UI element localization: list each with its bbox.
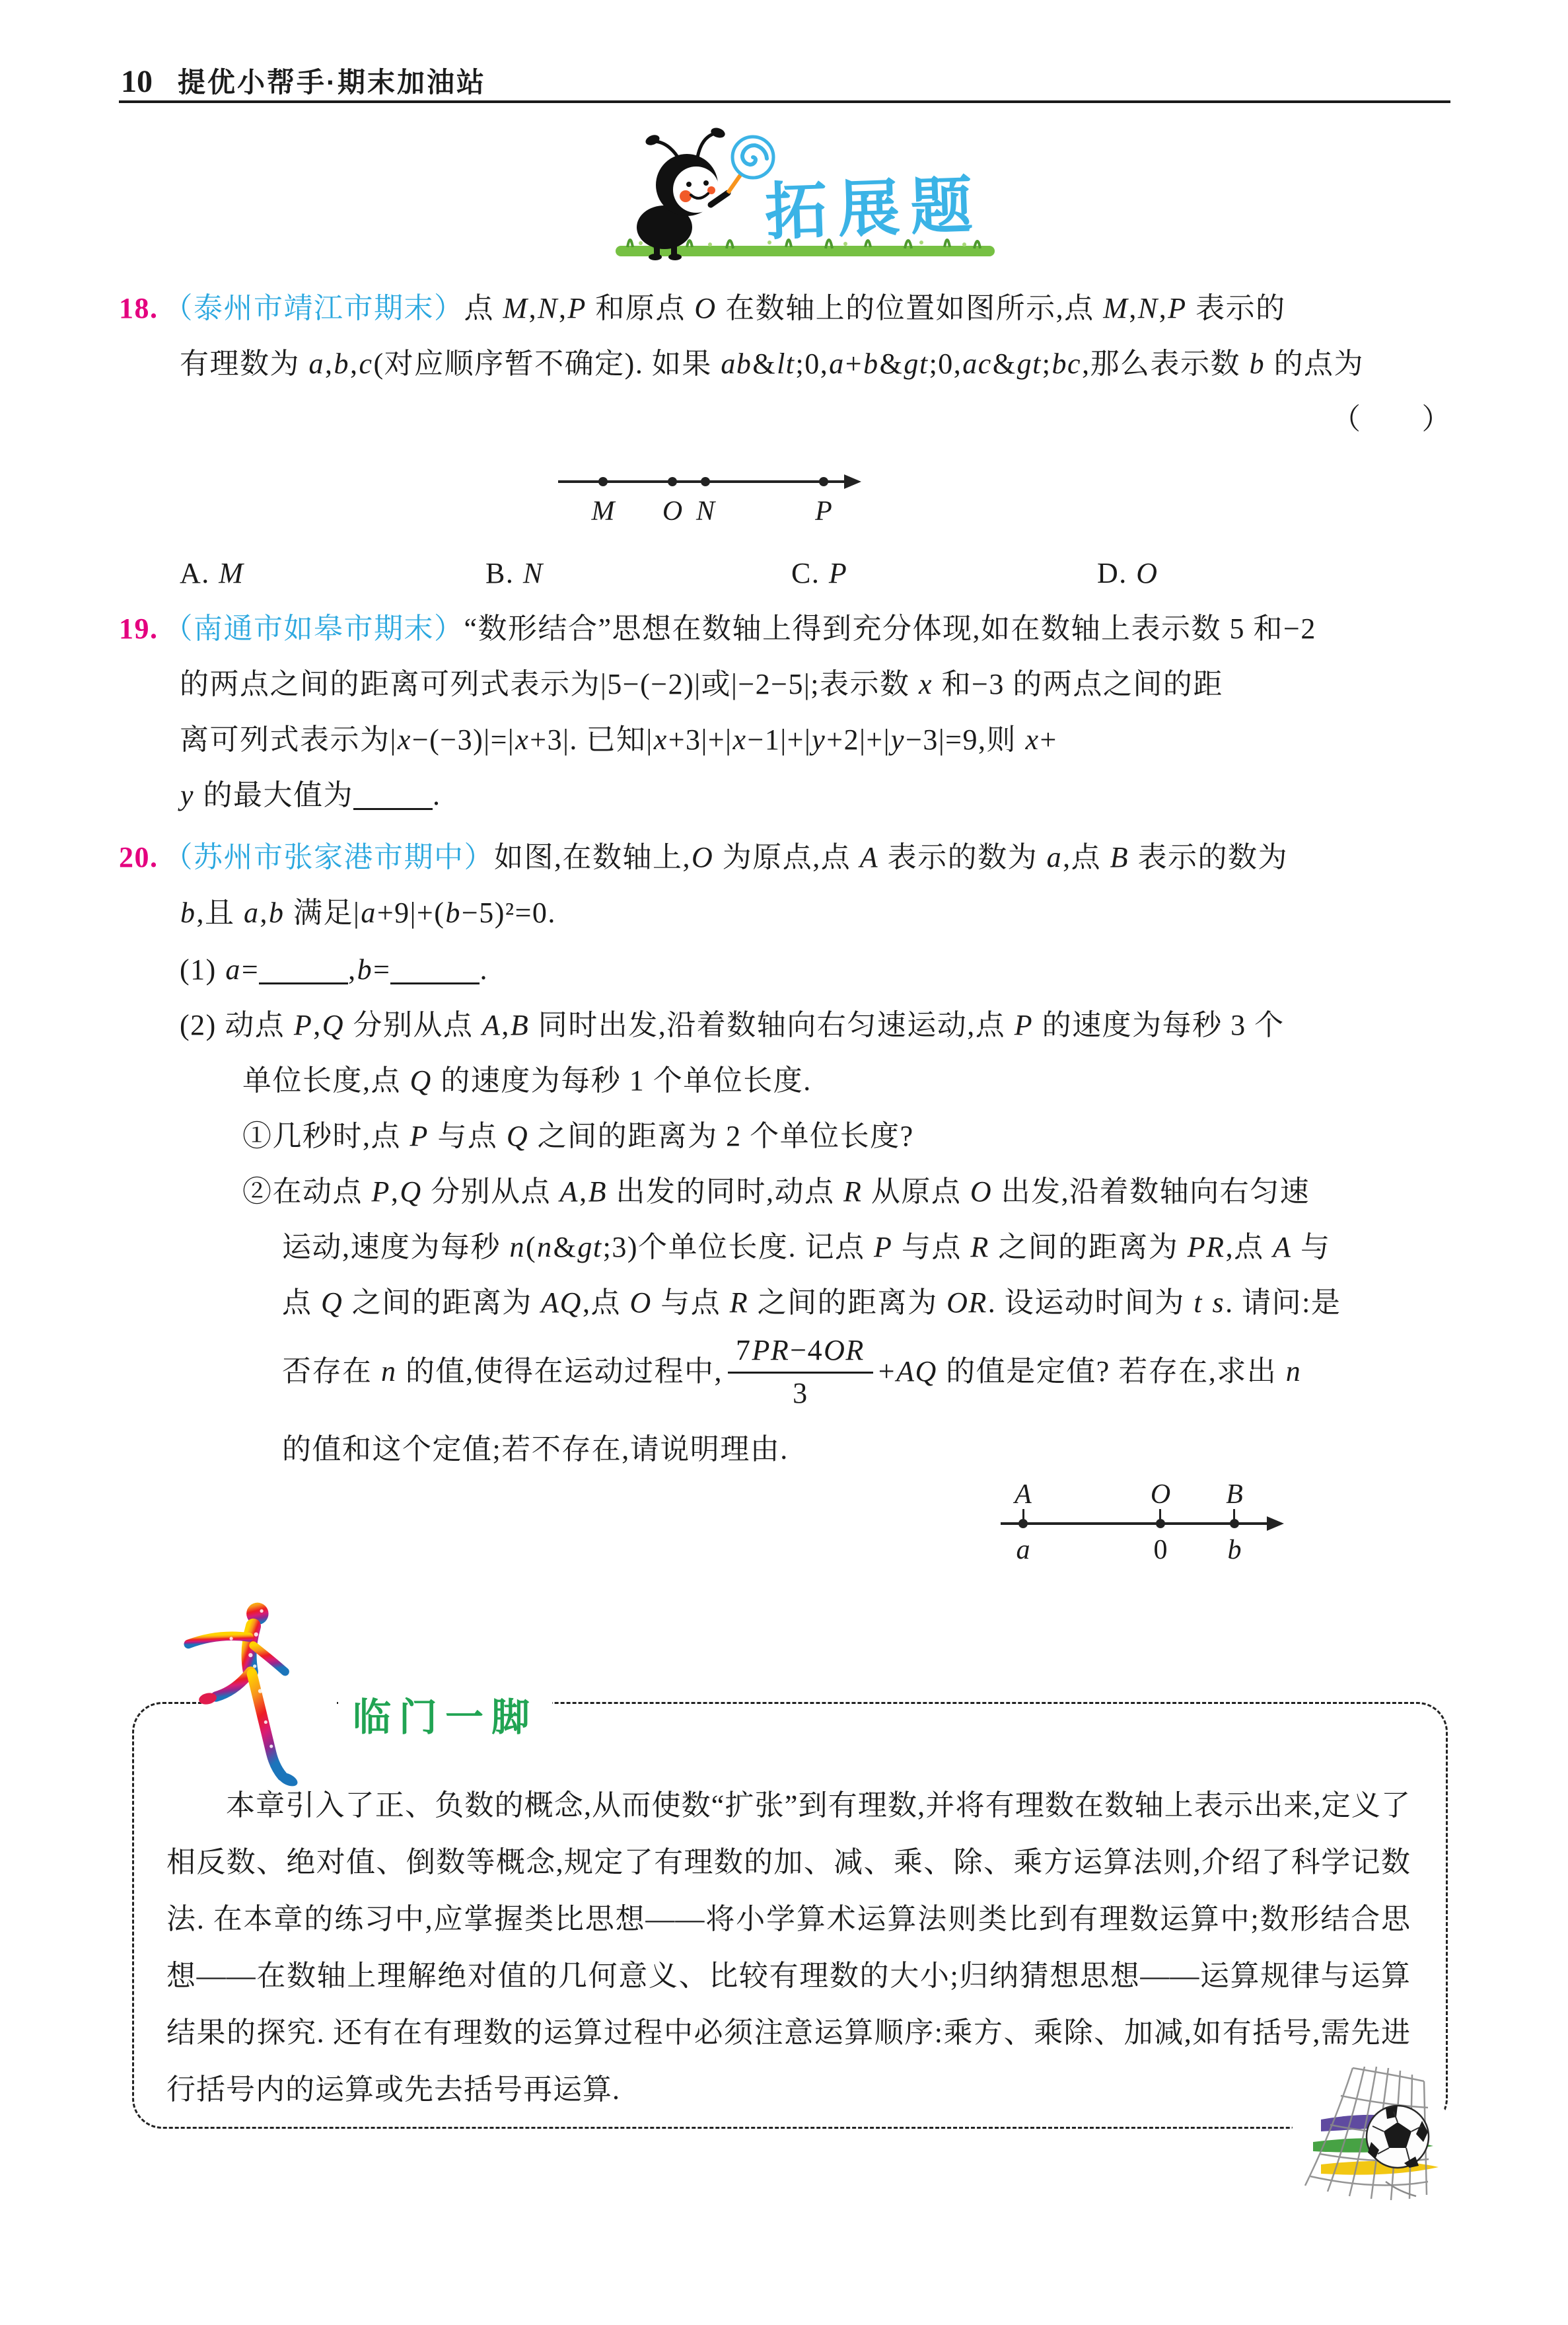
answer-blank-b bbox=[390, 982, 480, 984]
problem-18-line-1 bbox=[119, 291, 1286, 326]
problem-text: “数形结合”思想在数轴上得到充分体现,如在数轴上表示数 5 和−2 bbox=[464, 612, 1316, 645]
problem-19-line-3: 离可列式表示为|x−(−3)|=|x+3|. 已知|x+3|+|x−1|+|y+2|+|y−3|=9,则 x+ bbox=[180, 723, 1057, 756]
fraction-numerator: 7PR−4OR bbox=[728, 1333, 873, 1374]
number-line-figure-1 bbox=[515, 456, 872, 535]
book-title: 提优小帮手·期末加油站 bbox=[178, 67, 486, 98]
point-A bbox=[1018, 1519, 1028, 1528]
summary-title: 临门一脚 bbox=[338, 1686, 552, 1742]
problem-19-line-2: 的两点之间的距离可列式表示为|5−(−2)|或|−2−5|;表示数 x 和−3 的两点之间的距 bbox=[180, 668, 1223, 700]
problem-text: 有理数为 a,b,c(对应顺序暂不确定). 如果 ab&lt;0,a+b&gt;0,ac&gt;bc,那么表示数 b 的点为 bbox=[180, 348, 1365, 380]
problem-20-item-2-line-2: 单位长度,点 Q 的速度为每秒 1 个单位长度. bbox=[242, 1064, 812, 1097]
choice-B: B. N bbox=[485, 557, 544, 589]
point-N bbox=[701, 477, 710, 486]
problem-20-line-2: b,且 a,b 满足|a+9|+(b−5)²=0. bbox=[180, 897, 556, 929]
tick-B bbox=[1233, 1509, 1235, 1520]
kicking-player-icon bbox=[169, 1594, 321, 1789]
point-label-O: O bbox=[662, 496, 683, 527]
problem-source: （南通市如皋市期末） bbox=[163, 612, 464, 645]
problem-20-sub-2-line-3: 点 Q 之间的距离为 AQ,点 O 与点 R 之间的距离为 OR. 设运动时间为 t s. 请问:是 bbox=[282, 1286, 1341, 1319]
problem-20-sub-2-line-1: ②在动点 P,Q 分别从点 A,B 出发的同时,动点 R 从原点 O 出发,沿着数轴向右匀速 bbox=[242, 1175, 1310, 1208]
point-M bbox=[598, 477, 608, 486]
axis-arrow bbox=[1267, 1516, 1284, 1531]
problem-number: 19. bbox=[119, 612, 159, 645]
point-label-N: N bbox=[695, 496, 715, 527]
header-rule bbox=[119, 100, 1450, 103]
problem-source: （苏州市张家港市期中） bbox=[163, 841, 494, 873]
summary-body: 本章引入了正、负数的概念,从而使数“扩张”到有理数,并将有理数在数轴上表示出来,定义了相反数、绝对值、倒数等概念,规定了有理数的加、减、乘、除、乘方运算法则,介绍了科学记数法. 在本章的练习中,应掌握类比思想——将小学算术运算法则类比到有理数运算中;数形结合思想——在数轴上理解绝对值的几何意义、比较有理数的大小;归纳猜想思想——运算规律与运算结果的探究. 还有在有理数的运算过程中必须注意运算顺序:乘方、乘除、加减,如有括号,需先进行括号内的运算或先去括号再运算. bbox=[166, 1789, 1411, 2106]
page-header bbox=[121, 61, 486, 100]
page-number: 10 bbox=[121, 64, 153, 99]
choice-D: D. O bbox=[1097, 557, 1158, 589]
fraction bbox=[728, 1333, 873, 1411]
ant-body bbox=[637, 127, 728, 260]
problem-18-answer-paren: （ ） bbox=[1332, 403, 1452, 435]
tick-A bbox=[1022, 1509, 1024, 1520]
point-B bbox=[1230, 1519, 1239, 1528]
problem-18-line-2 bbox=[180, 347, 1364, 381]
label-A: A bbox=[1015, 1479, 1032, 1510]
label-a: a bbox=[1016, 1535, 1030, 1565]
label-0: 0 bbox=[1153, 1535, 1168, 1565]
number-line-figure-2 bbox=[994, 1479, 1298, 1565]
problem-text: 如图,在数轴上,O 为原点,点 A 表示的数为 a,点 B 表示的数为 bbox=[494, 841, 1289, 873]
answer-blank-a bbox=[259, 982, 348, 984]
problem-20-sub-2-line-2: 运动,速度为每秒 n(n&gt;3)个单位长度. 记点 P 与点 R 之间的距离为 PR,点 A 与 bbox=[282, 1231, 1331, 1263]
problem-18-choices bbox=[180, 556, 1403, 591]
fraction-denominator: 3 bbox=[793, 1376, 808, 1409]
label-b: b bbox=[1227, 1535, 1242, 1565]
choice-C: C. P bbox=[791, 557, 848, 589]
soccer-ball-in-net-icon bbox=[1287, 2056, 1458, 2215]
problem-number: 20. bbox=[119, 841, 159, 873]
label-O: O bbox=[1150, 1479, 1171, 1510]
problem-20-item-1: (1) a= ,b= . bbox=[180, 953, 488, 986]
problem-20-sub-2-line-5: 的值和这个定值;若不存在,请说明理由. bbox=[282, 1433, 789, 1465]
problem-19-line-4: y 的最大值为 . bbox=[180, 779, 441, 811]
point-O bbox=[668, 477, 677, 486]
badge-label: 拓展题 bbox=[764, 170, 985, 247]
problem-20-item-2-line-1: (2) 动点 P,Q 分别从点 A,B 同时出发,沿着数轴向右匀速运动,点 P 的速度为每秒 3 个 bbox=[180, 1009, 1285, 1041]
problem-19-line-1 bbox=[119, 612, 1316, 646]
label-B: B bbox=[1226, 1479, 1243, 1510]
choice-A: A. M bbox=[180, 557, 244, 589]
problem-20-sub-2-line-4: 否存在 n 的值,使得在运动过程中, $\frac{7PR-4OR}{3}$ +AQ 的值是定值? 若存在,求出 n bbox=[282, 1333, 1302, 1409]
tick-O bbox=[1159, 1509, 1161, 1520]
point-label-M: M bbox=[591, 496, 615, 527]
problem-20-sub-1: ①几秒时,点 P 与点 Q 之间的距离为 2 个单位长度? bbox=[242, 1120, 914, 1152]
point-O bbox=[1156, 1519, 1165, 1528]
problem-20-line-1 bbox=[119, 840, 1288, 875]
problem-source: （泰州市靖江市期末） bbox=[163, 292, 464, 324]
point-P bbox=[819, 477, 828, 486]
problem-number: 18. bbox=[119, 292, 159, 324]
axis-arrow bbox=[844, 474, 861, 489]
axis-line bbox=[1001, 1522, 1268, 1525]
answer-blank bbox=[353, 808, 433, 810]
problem-text: 点 M,N,P 和原点 O 在数轴上的位置如图所示,点 M,N,P 表示的 bbox=[464, 292, 1286, 324]
point-label-P: P bbox=[815, 496, 832, 527]
section-badge-expansion bbox=[614, 127, 997, 272]
